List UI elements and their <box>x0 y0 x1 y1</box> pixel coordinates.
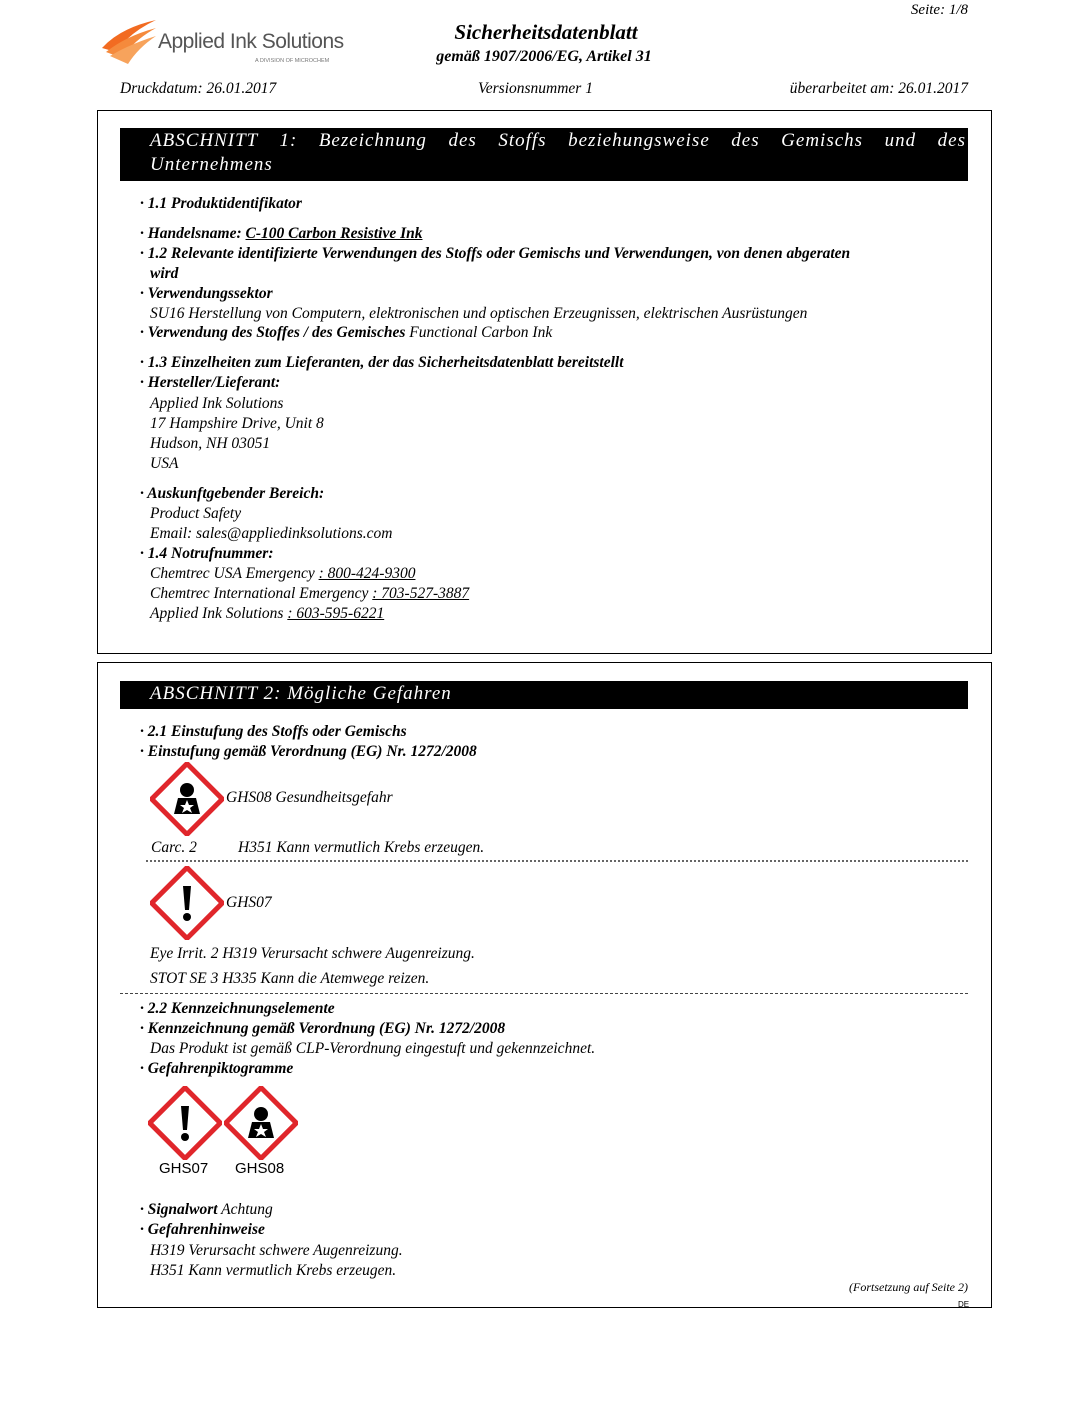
hazard-statement: H319 Verursacht schwere Augenreizung. <box>150 1242 403 1259</box>
print-date: Druckdatum: 26.01.2017 <box>120 80 277 97</box>
version-number: Versionsnummer 1 <box>478 80 593 97</box>
continuation-note: (Fortsetzung auf Seite 2) <box>849 1280 968 1294</box>
pictograms-label: · Gefahrenpiktogramme <box>140 1059 293 1079</box>
sector-value: SU16 Herstellung von Computern, elektronischen und optischen Erzeugnissen, elektrischen Ausrüstungen <box>150 305 808 322</box>
page-number: Seite: 1/8 <box>910 2 968 18</box>
document-subtitle: gemäß 1907/2006/EG, Artikel 31 <box>436 48 652 65</box>
section1-title-line1: ABSCHNITT 1: Bezeichnung des Stoffs beziehungsweise des Gemischs und des <box>150 130 966 151</box>
relevant-uses: · 1.2 Relevante identifizierte Verwendungen des Stoffs oder Gemischs und Verwendungen, von denen abgeraten <box>140 244 850 264</box>
hazard-statement: H351 Kann vermutlich Krebs erzeugen. <box>150 1262 397 1279</box>
emergency-number[interactable]: : 800-424-9300 <box>318 565 416 582</box>
eye-irrit-statement: Eye Irrit. 2 H319 Verursacht schwere Augenreizung. <box>150 945 475 962</box>
address-line: USA <box>150 455 179 472</box>
label-elements-heading: · 2.2 Kennzeichnungselemente <box>140 999 335 1019</box>
divider <box>146 860 968 862</box>
supplier-details: · 1.3 Einzelheiten zum Lieferanten, der das Sicherheitsdatenblatt bereitstellt <box>140 353 624 373</box>
carc-category: Carc. 2 <box>151 839 197 856</box>
emergency-row: Applied Ink Solutions : 603-595-6221 <box>150 605 385 622</box>
label-regulation: · Kennzeichnung gemäß Verordnung (EG) Nr. 1272/2008 <box>140 1019 505 1039</box>
section1-heading <box>120 128 968 181</box>
clp-statement: Das Produkt ist gemäß CLP-Verordnung eingestuft und gekennzeichnet. <box>150 1040 596 1057</box>
logo-name: Applied Ink Solutions <box>158 30 344 53</box>
ghs07-exclamation-icon <box>150 866 224 940</box>
carc-statement: H351 Kann vermutlich Krebs erzeugen. <box>238 839 485 856</box>
emergency-row: Chemtrec USA Emergency : 800-424-9300 <box>150 565 416 582</box>
ghs08-health-hazard-icon <box>224 1086 298 1160</box>
trade-name: · Handelsname: C-100 Carbon Resistive Ink <box>140 224 422 244</box>
emergency-label: · 1.4 Notrufnummer: <box>140 544 274 564</box>
emergency-row: Chemtrec International Emergency : 703-527-3887 <box>150 585 470 602</box>
info-department: Product Safety <box>150 505 242 522</box>
address-line: Hudson, NH 03051 <box>150 435 271 452</box>
stot-statement: STOT SE 3 H335 Kann die Atemwege reizen. <box>150 970 430 987</box>
divider <box>120 993 968 994</box>
emergency-number[interactable]: : 603-595-6221 <box>287 605 385 622</box>
logo-tagline: A DIVISION OF MICROCHEM <box>255 58 330 64</box>
ghs08-health-hazard-icon <box>150 762 224 836</box>
address-line: 17 Hampshire Drive, Unit 8 <box>150 415 324 432</box>
substance-use: · Verwendung des Stoffes / des Gemisches Functional Carbon Ink <box>140 323 552 343</box>
classification-regulation: · Einstufung gemäß Verordnung (EG) Nr. 1272/2008 <box>140 742 477 762</box>
classification-heading: · 2.1 Einstufung des Stoffs oder Gemischs <box>140 722 407 742</box>
hazard-statements-label: · Gefahrenhinweise <box>140 1220 265 1240</box>
revision-date: überarbeitet am: 26.01.2017 <box>789 80 968 97</box>
ghs07-exclamation-icon <box>148 1086 222 1160</box>
product-identifier: · 1.1 Produktidentifikator <box>140 194 302 214</box>
pictogram-caption: GHS07 <box>159 1160 209 1177</box>
info-label: · Auskunftgebender Bereich: <box>140 484 324 504</box>
manufacturer-label: · Hersteller/Lieferant: <box>140 373 280 393</box>
relevant-uses-cont: wird <box>150 265 179 282</box>
section2-heading: ABSCHNITT 2: Mögliche Gefahren <box>120 681 968 709</box>
section1-title-line2: Unternehmens <box>150 154 273 175</box>
emergency-number[interactable]: : 703-527-3887 <box>372 585 470 602</box>
signal-word: · Signalwort Achtung <box>140 1200 273 1220</box>
address-line: Applied Ink Solutions <box>150 395 284 412</box>
ghs08-label: GHS08 Gesundheitsgefahr <box>226 789 393 806</box>
info-email[interactable]: Email: sales@appliedinksolutions.com <box>150 525 393 542</box>
ghs07-label: GHS07 <box>226 894 272 911</box>
pictogram-caption: GHS08 <box>235 1160 285 1177</box>
trade-name-value: C-100 Carbon Resistive Ink <box>245 225 423 242</box>
language-marker: DE <box>958 1300 970 1309</box>
document-title: Sicherheitsdatenblatt <box>454 20 638 44</box>
sector-label: · Verwendungssektor <box>140 284 273 304</box>
